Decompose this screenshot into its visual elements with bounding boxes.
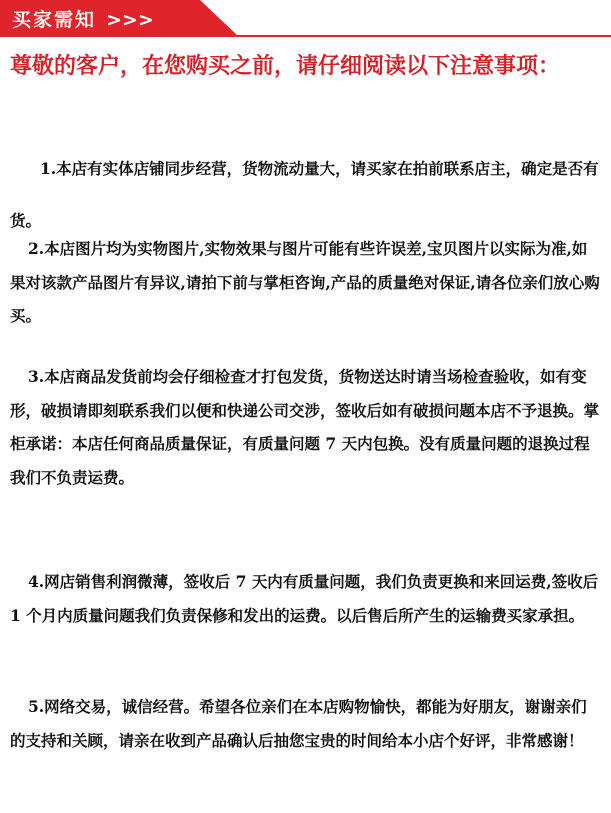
- buyer-notice-banner: [0, 0, 262, 36]
- banner-underline: [0, 35, 611, 37]
- banner-title: [12, 5, 154, 32]
- banner-arrows-icon: >>>: [106, 9, 154, 31]
- notice-item-1: 1.本店有实体店铺同步经营，货物流动量大，请买家在拍前联系店主，确定是否有货。: [10, 159, 599, 230]
- notice-item-4: 4.网店销售利润微薄，签收后 7 天内有质量问题，我们负责更换和来回运费,签收后 1 个月内质量问题我们负责保修和发出的运费。以后售后所产生的运输费买家承担。: [10, 572, 599, 625]
- notice-item-3: 3.本店商品发货前均会仔细检查才打包发货，货物送达时请当场检查验收，如有变形，破损请即刻联系我们以便和快递公司交涉，签收后如有破损问题本店不予退换。掌柜承诺：本店任何商品质量保证，有质量问题 7 天内包换。没有质量问题的退换过程我们不负责运费。: [10, 367, 600, 487]
- notice-item-5: 5.网络交易，诚信经营。希望各位亲们在本店购物愉快，都能为好朋友，谢谢亲们的支持和关顾，请亲在收到产品确认后抽您宝贵的时间给本小店个好评，非常感谢！: [10, 697, 587, 750]
- notice-item-2: 2.本店图片均为实物图片,实物效果与图片可能有些许误差,宝贝图片以实际为准,如果对该款产品图片有异议,请拍下前与掌柜咨询,产品的质量绝对保证,请各位亲们放心购买。: [10, 239, 600, 325]
- notice-heading: 尊敬的客户，在您购买之前，请仔细阅读以下注意事项：: [10, 54, 561, 79]
- banner-title-text: 买家需知: [12, 9, 97, 31]
